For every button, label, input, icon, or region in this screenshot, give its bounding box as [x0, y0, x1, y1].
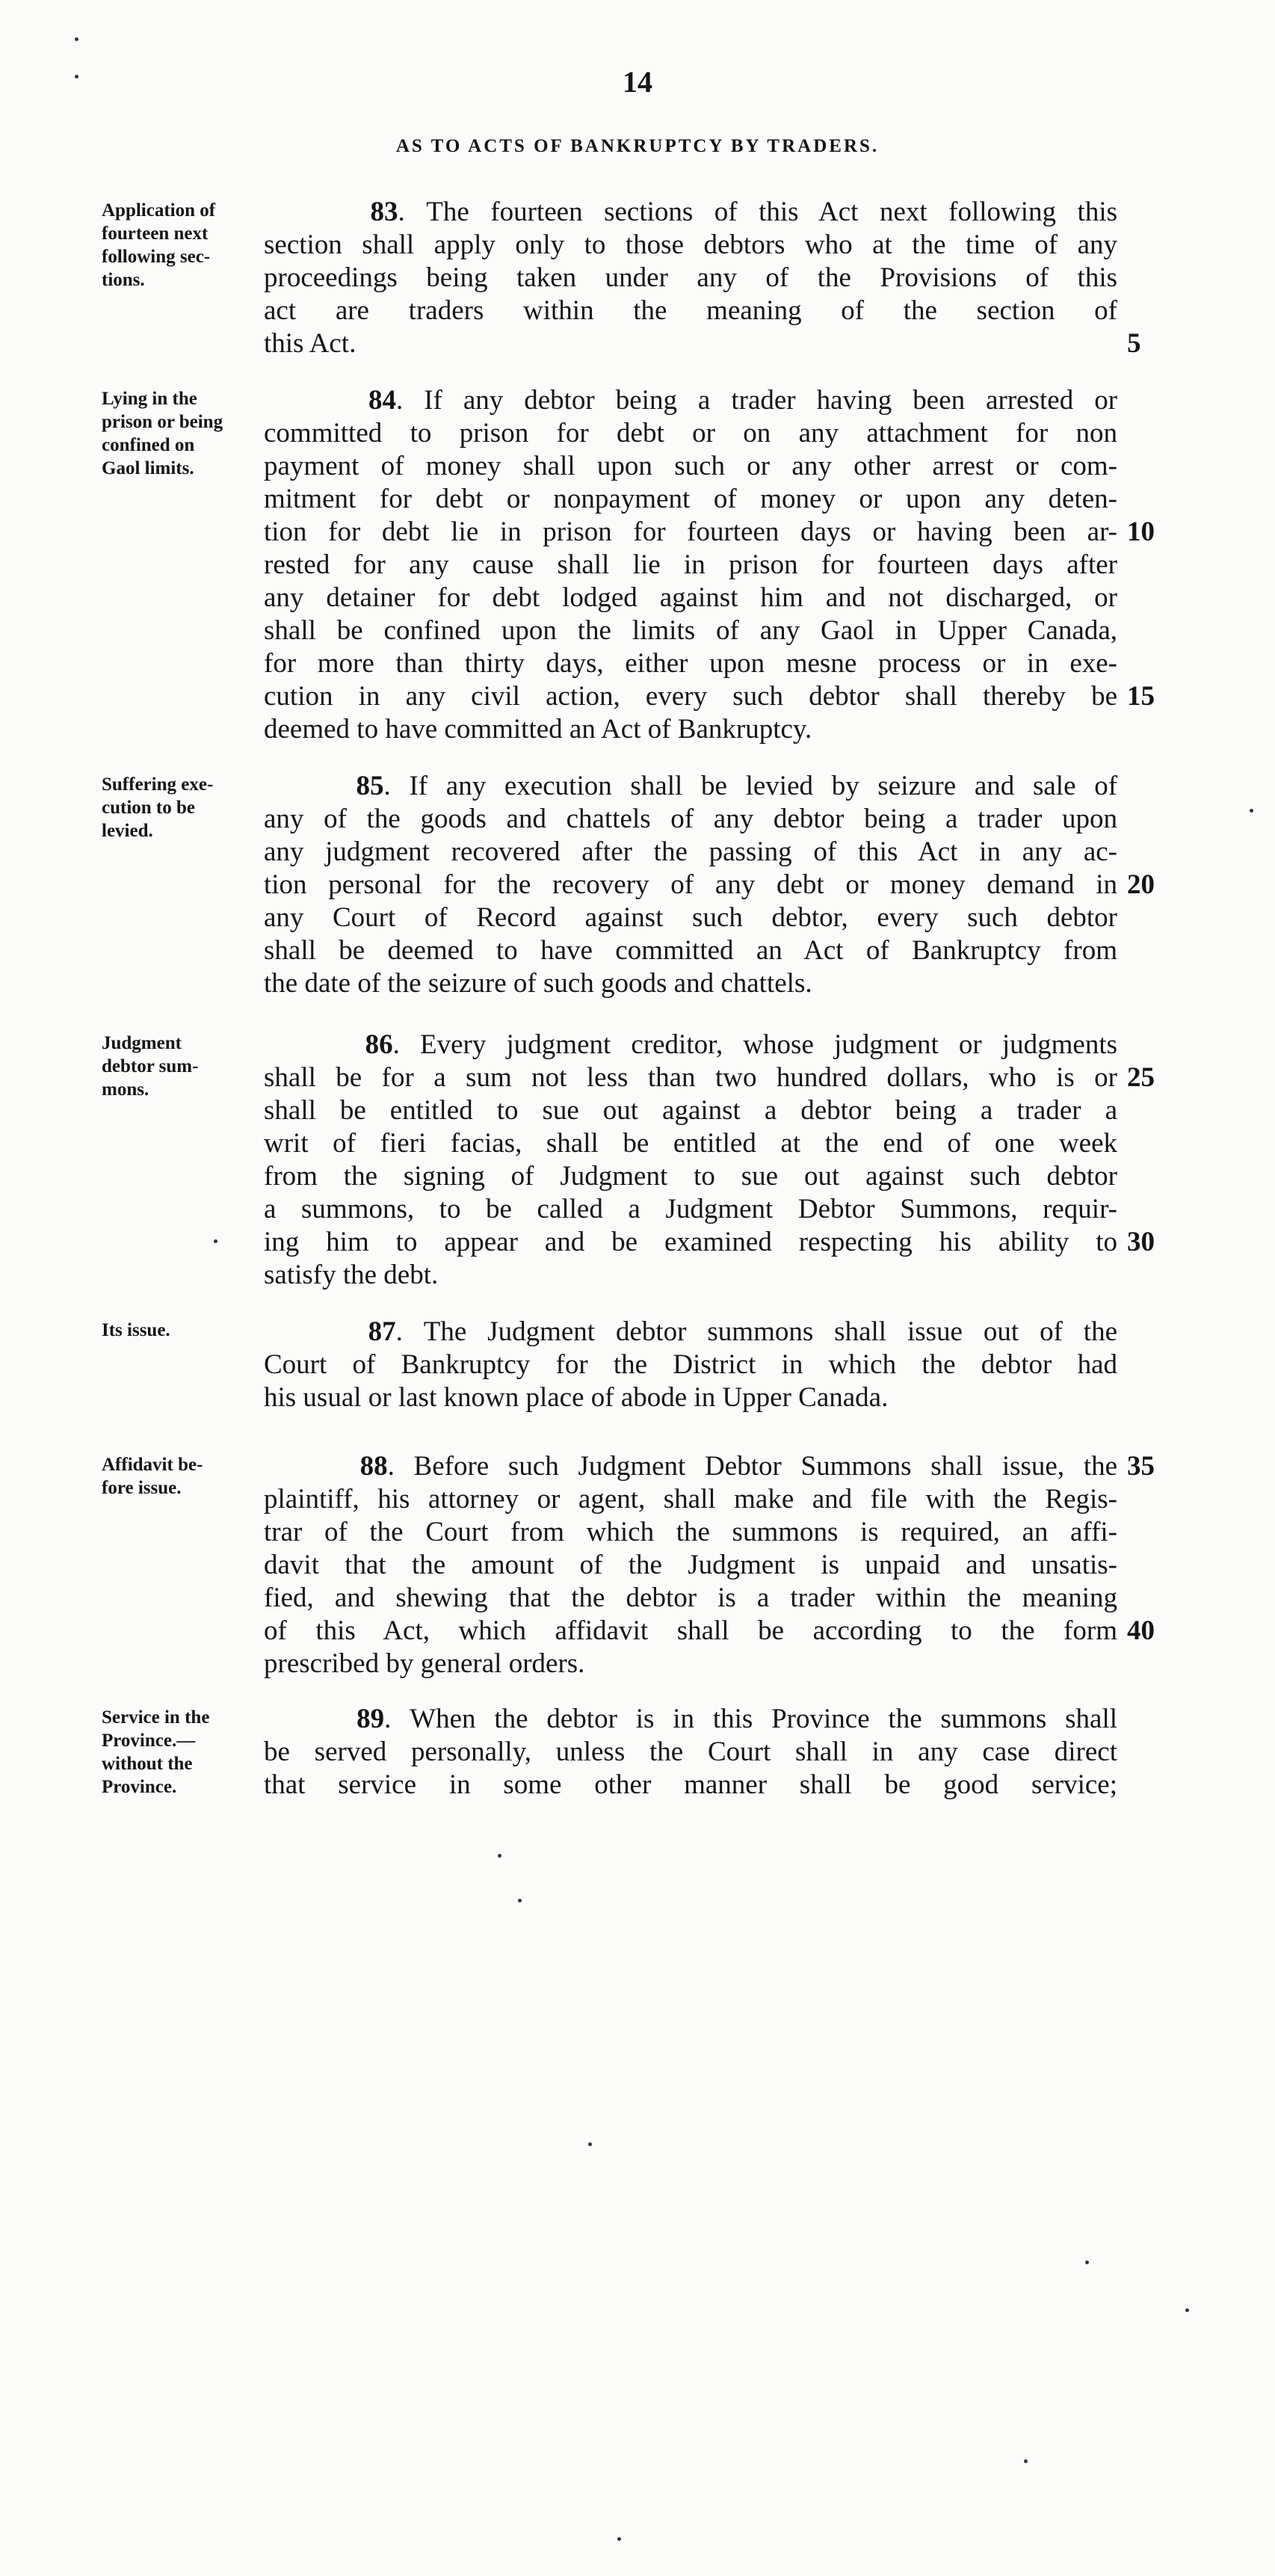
marginal-note: Affidavit be- fore issue. — [102, 1455, 203, 1498]
ink-speck — [75, 37, 78, 41]
text-line: this Act. — [264, 328, 356, 359]
section-body — [264, 1029, 1117, 1292]
ink-speck — [75, 75, 78, 78]
text-line: shall be for a sum not less than two hundred dollars, who is or — [264, 1062, 1117, 1093]
marginal-note: Judgment debtor sum- mons. — [102, 1033, 199, 1100]
text-line: 88. Before such Judgment Debtor Summons shall issue, the — [359, 1451, 1118, 1482]
text-line: any judgment recovered after the passing of this Act in any ac- — [264, 836, 1117, 867]
line-number: 5 — [1127, 328, 1141, 359]
line-number: 15 — [1127, 681, 1155, 712]
line-text: If any execution shall be levied by seizure and sale of — [409, 771, 1118, 801]
marginal-note: Application of fourteen next following sec- tions. — [102, 200, 216, 290]
running-head: AS TO ACTS OF BANKRUPTCY BY TRADERS. — [395, 136, 880, 156]
ink-speck — [1185, 2308, 1189, 2312]
text-line: plaintiff, his attorney or agent, shall make and file with the Regis- — [264, 1484, 1117, 1515]
text-line: shall be confined upon the limits of any Gaol in Upper Canada, — [264, 615, 1117, 646]
text-line: from the signing of Judgment to sue out against such debtor — [264, 1161, 1117, 1192]
marginal-note: Suffering exe- cution to be levied. — [102, 774, 214, 841]
ink-speck — [1024, 2459, 1028, 2463]
text-line: 87. The Judgment debtor summons shall issue out of the — [368, 1316, 1117, 1347]
text-line: for more than thirty days, either upon mesne process or in exe- — [264, 648, 1117, 679]
text-line: the date of the seizure of such goods and chattels. — [264, 968, 812, 999]
page-number: 14 — [623, 65, 652, 99]
section-body — [264, 770, 1117, 1000]
ink-speck — [498, 1854, 501, 1858]
text-line: any Court of Record against such debtor, every such debtor — [264, 902, 1117, 933]
section-body — [264, 1703, 1117, 1802]
line-number: 10 — [1127, 517, 1155, 547]
line-number: 35 — [1127, 1451, 1155, 1482]
text-line: proceedings being taken under any of the Provisions of this — [264, 262, 1117, 293]
section-body — [264, 1316, 1117, 1414]
text-line: trar of the Court from which the summons is required, an affi- — [264, 1517, 1117, 1547]
text-line: 86. Every judgment creditor, whose judgment or judgments — [365, 1029, 1118, 1060]
text-line: tion personal for the recovery of any debt or money demand in — [264, 869, 1117, 900]
section-number: 86 — [365, 1029, 393, 1060]
text-line: Court of Bankruptcy for the District in which the debtor had — [264, 1349, 1117, 1380]
marginal-note: Service in the Province.— without the Province. — [102, 1707, 210, 1797]
text-line: davit that the amount of the Judgment is unpaid and unsatis- — [264, 1550, 1117, 1580]
section-number: 83 — [370, 197, 398, 227]
section-body — [264, 384, 1117, 746]
text-line: mitment for debt or nonpayment of money or upon any deten- — [264, 484, 1117, 514]
text-line: ing him to appear and be examined respecting his ability to — [264, 1227, 1117, 1257]
line-text: Every judgment creditor, whose judgment or judgments — [420, 1029, 1118, 1060]
text-line: shall be deemed to have committed an Act of Bankruptcy from — [264, 935, 1117, 966]
line-number: 20 — [1127, 869, 1155, 900]
section-number: 87 — [368, 1316, 396, 1347]
text-line: prescribed by general orders. — [264, 1648, 585, 1679]
line-number: 25 — [1127, 1062, 1155, 1093]
text-line: shall be entitled to sue out against a debtor being a trader a — [264, 1095, 1117, 1126]
text-line: be served personally, unless the Court shall in any case direct — [264, 1737, 1117, 1767]
marginal-note: Its issue. — [102, 1320, 170, 1340]
text-line: cution in any civil action, every such debtor shall thereby be — [264, 681, 1117, 712]
text-line: tion for debt lie in prison for fourteen days or having been ar- — [264, 517, 1117, 547]
text-line: writ of fieri facias, shall be entitled at the end of one week — [264, 1128, 1117, 1159]
text-line: committed to prison for debt or on any attachment for non — [264, 418, 1117, 449]
text-line: satisfy the debt. — [264, 1260, 439, 1290]
text-line: any of the goods and chattels of any debtor being a trader upon — [264, 804, 1117, 834]
ink-speck — [1250, 809, 1253, 813]
text-line: any detainer for debt lodged against him and not discharged, or — [264, 582, 1117, 613]
line-text: The Judgment debtor summons shall issue out of the — [423, 1316, 1117, 1347]
text-line: payment of money shall upon such or any other arrest or com- — [264, 451, 1117, 481]
text-line: section shall apply only to those debtors who at the time of any — [264, 229, 1117, 260]
section-number: 89 — [356, 1704, 385, 1734]
text-line: rested for any cause shall lie in prison for fourteen days after — [264, 549, 1117, 580]
line-number: 40 — [1127, 1615, 1155, 1646]
text-line: 83. The fourteen sections of this Act next following this — [370, 197, 1118, 227]
section-number: 88 — [359, 1451, 388, 1482]
ink-speck — [214, 1239, 217, 1243]
marginal-note: Lying in the prison or being confined on Gaol limits. — [102, 389, 223, 478]
line-text: The fourteen sections of this Act next following this — [426, 197, 1118, 227]
ink-speck — [518, 1899, 522, 1902]
text-line: that service in some other manner shall be good service; — [264, 1769, 1117, 1800]
text-line: fied, and shewing that the debtor is a trader within the meaning — [264, 1583, 1117, 1613]
line-number: 30 — [1127, 1227, 1155, 1257]
ink-speck — [588, 2142, 592, 2146]
line-text: Before such Judgment Debtor Summons shall issue, the — [413, 1451, 1118, 1482]
text-line: of this Act, which affidavit shall be according to the form — [264, 1615, 1117, 1646]
section-number: 84 — [368, 385, 396, 416]
line-text: When the debtor is in this Province the summons shall — [410, 1704, 1118, 1734]
text-line: 85. If any execution shall be levied by seizure and sale of — [356, 771, 1118, 801]
section-body — [264, 1450, 1117, 1680]
text-line: deemed to have committed an Act of Bankruptcy. — [264, 714, 812, 745]
section-number: 85 — [356, 771, 384, 801]
text-line: 89. When the debtor is in this Province the summons shall — [356, 1704, 1118, 1734]
section-body — [264, 196, 1117, 360]
text-line: act are traders within the meaning of the section of — [264, 295, 1117, 326]
text-line: a summons, to be called a Judgment Debtor Summons, requir- — [264, 1194, 1117, 1224]
line-text: If any debtor being a trader having been arrested or — [424, 385, 1118, 416]
text-line: his usual or last known place of abode in Upper Canada. — [264, 1382, 889, 1413]
ink-speck — [617, 2537, 621, 2541]
text-line: 84. If any debtor being a trader having been arrested or — [368, 385, 1118, 416]
ink-speck — [1085, 2261, 1089, 2264]
